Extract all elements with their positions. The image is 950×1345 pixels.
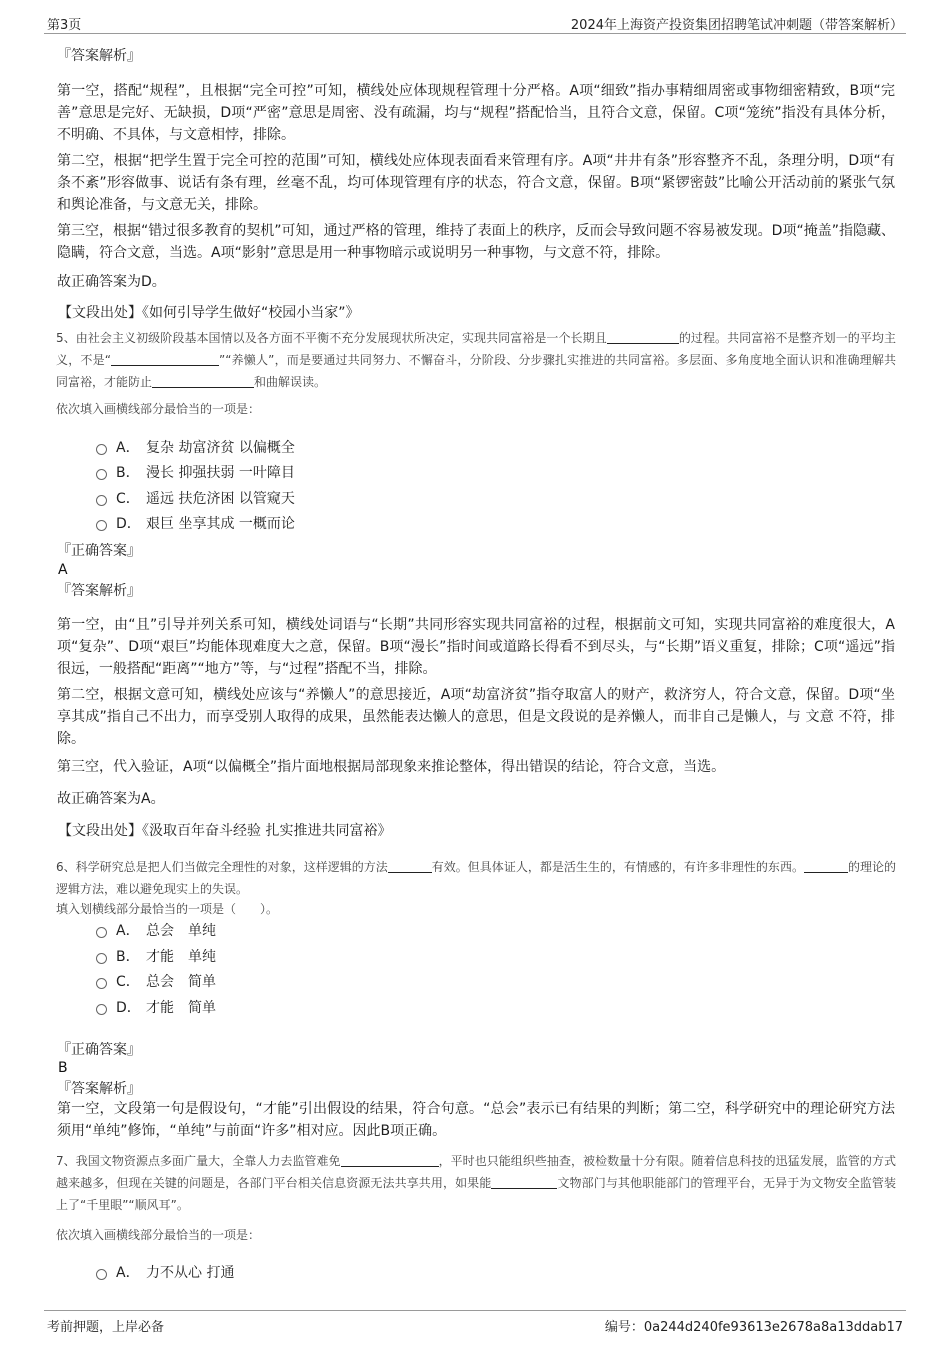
q5-source-prefix: 【文段出处】: [58, 823, 142, 839]
option-letter: B．: [116, 465, 140, 481]
page-header: [0, 0, 950, 34]
q4-source: [58, 303, 896, 323]
radio-icon[interactable]: [96, 444, 107, 455]
q6-text-3: 的理论的逻辑方法，难以避免现实上的失误。: [56, 860, 896, 896]
option-text: 漫长 抑强扶弱 一叶障目: [146, 465, 295, 481]
q7-text-1: 7、我国文物资源点多面广量大，全靠人力去监管难免: [56, 1154, 341, 1168]
option-letter: A．: [116, 1265, 140, 1281]
q6-option-d[interactable]: [96, 996, 216, 1018]
q6-option-c[interactable]: [96, 970, 216, 992]
option-text: 艰巨 坐享其成 一概而论: [146, 516, 295, 532]
q4-source-prefix: 【文段出处】: [58, 305, 142, 321]
radio-icon[interactable]: [96, 520, 107, 531]
q4-analysis-label: 『答案解析』: [57, 48, 141, 64]
header-divider: [44, 33, 906, 34]
option-text: 总会 单纯: [146, 923, 216, 939]
q4-analysis-p1: 第一空，搭配“规程”，且根据“完全可控”可知，横线处应体现规程管理十分严格。A项“细致”指办事精细周密或事物细密精致，B项“完善”意思是完好、无缺损，D项“严密”意思是周密、没有疏漏，均与“规程”搭配恰当，且符合文意，保留。C项“笼统”指没有具体分析，不明确、不具体，与文意相悖，排除。: [57, 83, 895, 143]
radio-icon[interactable]: [96, 1269, 107, 1280]
q6-blank-2[interactable]: [804, 858, 848, 873]
q5-option-c[interactable]: [96, 487, 295, 509]
option-text: 才能 单纯: [146, 949, 216, 965]
q5-prompt: 依次填入画横线部分最恰当的一项是：: [56, 402, 261, 416]
q5-text-2: 的过程。共同富裕不是整齐划一的平均主义，不是“: [56, 331, 896, 367]
document-title: 2024年上海资产投资集团招聘笔试冲刺题（带答案解析）: [570, 18, 903, 33]
q7-blank-1[interactable]: [341, 1152, 439, 1167]
radio-icon[interactable]: [96, 927, 107, 938]
radio-icon[interactable]: [96, 978, 107, 989]
radio-icon[interactable]: [96, 495, 107, 506]
q7-blank-2[interactable]: [491, 1174, 557, 1189]
q6-text-1: 6、科学研究总是把人们当做完全理性的对象，这样逻辑的方法: [56, 860, 388, 874]
q5-blank-1[interactable]: [607, 329, 679, 344]
option-text: 遥远 扶危济困 以管窥天: [146, 491, 295, 507]
q5-option-b[interactable]: [96, 461, 295, 483]
q5-analysis-label: 『答案解析』: [57, 583, 141, 599]
q6-analysis: 第一空，文段第一句是假设句，“才能”引出假设的结果，符合句意。“总会”表示已有结果的判断；第二空，科学研究中的理论研究方法须用“单纯”修饰，“单纯”与前面“许多”相对应。因此B项正确。: [57, 1101, 895, 1139]
q7-prompt: 依次填入画横线部分最恰当的一项是：: [56, 1228, 261, 1242]
q6-option-b[interactable]: [96, 945, 216, 967]
q5-answer: A: [58, 562, 68, 578]
option-letter: B．: [116, 949, 140, 965]
radio-icon[interactable]: [96, 1004, 107, 1015]
q5-blank-3[interactable]: [152, 373, 254, 388]
footer-slogan: 考前押题，上岸必备: [47, 1320, 165, 1335]
option-text: 才能 简单: [146, 1000, 216, 1016]
option-text: 复杂 劫富济贫 以偏概全: [146, 440, 295, 456]
option-letter: C．: [116, 974, 140, 990]
q6-blank-1[interactable]: [388, 858, 432, 873]
option-letter: A．: [116, 923, 140, 939]
q5-option-d[interactable]: [96, 512, 295, 534]
option-letter: A．: [116, 440, 140, 456]
q5-analysis-p1: 第一空，由“且”引导并列关系可知，横线处词语与“长期”共同形容实现共同富裕的过程，根据前文可知，实现共同富裕的难度很大，A项“复杂”、D项“艰巨”均能体现难度大之意，保留。B项“漫长”指时间或道路长得看不到尽头，与“长期”语义重复，排除；C项“遥远”指很远，一般搭配“距离”“地方”等，与“过程”搭配不当，排除。: [57, 617, 895, 677]
q6-analysis-label: 『答案解析』: [57, 1081, 141, 1097]
footer-divider: [44, 1310, 906, 1311]
q6-answer: B: [58, 1060, 68, 1076]
q6-correct-label: 『正确答案』: [57, 1042, 141, 1058]
option-letter: D．: [116, 1000, 141, 1016]
radio-icon[interactable]: [96, 469, 107, 480]
option-letter: D．: [116, 516, 141, 532]
option-text: 总会 简单: [146, 974, 216, 990]
q7-text-3: 文物部门与其他职能部门的管理平台，无异于为文物安全监管装上了“千里眼”“顺风耳”。: [56, 1176, 896, 1212]
q5-source-title: 《汲取百年奋斗经验 扎实推进共同富裕》: [142, 823, 392, 839]
q5-text-3: ”“养懒人”，而是要通过共同努力、不懈奋斗，分阶段、分步骤扎实推进的共同富裕。多层面、多角度地全面认识和准确理解共同富裕，才能防止: [56, 353, 897, 389]
q5-correct-label: 『正确答案』: [57, 543, 141, 559]
q6-text-2: 有效。但具体证人，都是活生生的，有情感的，有许多非理性的东西。: [431, 860, 804, 874]
q6-prompt: 填入划横线部分最恰当的一项是（ ）。: [56, 902, 279, 916]
radio-icon[interactable]: [96, 953, 107, 964]
document-id: 编号：0a244d240fe93613e2678a8a13ddab17: [604, 1320, 903, 1335]
q4-conclusion: 故正确答案为D。: [57, 274, 166, 290]
page-number: 第3页: [47, 18, 82, 33]
q5-blank-2[interactable]: [111, 351, 219, 366]
q4-analysis-p2: 第二空，根据“把学生置于完全可控的范围”可知，横线处应体现表面看来管理有序。A项“井井有条”形容整齐不乱，条理分明，D项“有条不紊”形容做事、说话有条有理，丝毫不乱，均可体现管理有序的状态，符合文意，保留。B项“紧锣密鼓”比喻公开活动前的紧张气氛和舆论准备，与文意无关，排除。: [57, 153, 895, 213]
q5-text-4: 和曲解误读。: [254, 375, 327, 389]
q5-source: [58, 821, 896, 841]
option-text: 力不从心 打通: [146, 1265, 235, 1281]
q5-question: [56, 327, 896, 393]
q6-option-a[interactable]: [96, 919, 216, 941]
option-letter: C．: [116, 491, 140, 507]
q7-text-2: ，平时也只能组织些抽查，被检数量十分有限。随着信息科技的迅猛发展，监管的方式越来越多，但现在关键的问题是，各部门平台相关信息资源无法共享共用，如果能: [56, 1154, 896, 1190]
q6-question: [56, 856, 896, 900]
q5-option-a[interactable]: [96, 436, 295, 458]
page-footer: [0, 1304, 950, 1345]
q5-conclusion: 故正确答案为A。: [57, 791, 165, 807]
q5-analysis-p2: 第二空，根据文意可知，横线处应该与“养懒人”的意思接近，A项“劫富济贫”指夺取富人的财产，救济穷人，符合文意，保留。D项“坐享其成”指自己不出力，而享受别人取得的成果，虽然能表达懒人的意思，但是文段说的是养懒人，而非自己是懒人，与 文意 不符，排除。: [57, 687, 895, 747]
q4-analysis-p3: 第三空，根据“错过很多教育的契机”可知，通过严格的管理，维持了表面上的秩序，反而会导致问题不容易被发现。D项“掩盖”指隐藏、隐瞒，符合文意，当选。A项“影射”意思是用一种事物暗示或说明另一种事物，与文意不符，排除。: [57, 223, 895, 261]
q5-text-1: 5、由社会主义初级阶段基本国情以及各方面不平衡不充分发展现状所决定，实现共同富裕是一个长期且: [56, 331, 607, 345]
q7-option-a[interactable]: [96, 1261, 234, 1283]
q5-analysis-p3: 第三空，代入验证，A项“以偏概全”指片面地根据局部现象来推论整体，得出错误的结论，符合文意，当选。: [57, 759, 726, 775]
q4-source-title: 《如何引导学生做好“校园小当家”》: [142, 305, 360, 321]
q7-question: [56, 1150, 896, 1216]
